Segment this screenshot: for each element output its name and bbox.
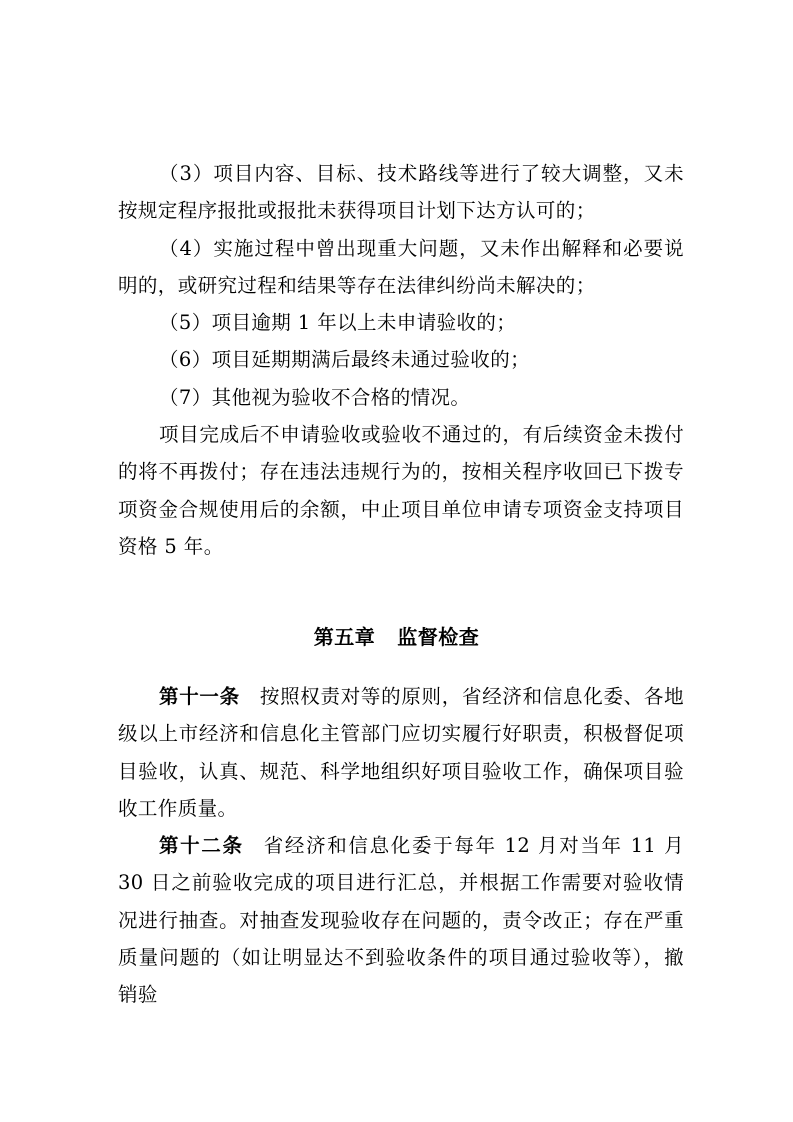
list-section	[118, 155, 684, 565]
list-item-3: （3）项目内容、目标、技术路线等进行了较大调整，又未按规定程序报批或报批未获得项目计划下达方认可的；	[118, 162, 684, 223]
article-text: 省经济和信息化委于每年 12 月对当年 11 月 30 日之前验收完成的项目进行汇总，并根据工作需要对验收情况进行抽查。对抽查发现验收存在问题的，责令改正；存在严重质量问题的（如让明显达不到验收条件的项目通过验收等），撤销验	[118, 834, 684, 1007]
articles-section	[118, 678, 684, 1014]
article-text: 按照权责对等的原则，省经济和信息化委、各地级以上市经济和信息化主管部门应切实履行好职责，积极督促项目验收，认真、规范、科学地组织好项目验收工作，确保项目验收工作质量。	[118, 685, 684, 820]
chapter-title: 监督检查	[397, 625, 480, 649]
article-label: 第十一条	[159, 685, 240, 708]
closing-paragraph: 项目完成后不申请验收或验收不通过的，有后续资金未拨付的将不再拨付；存在违法违规行为的，按相关程序收回已下拨专项资金合规使用后的余额，中止项目单位申请专项资金支持项目资格 5 年。	[118, 423, 684, 558]
list-item-5: （5）项目逾期 1 年以上未申请验收的；	[159, 311, 517, 335]
article-label: 第十二条	[159, 834, 244, 858]
chapter-heading	[0, 617, 793, 657]
article-12	[118, 827, 684, 1013]
article-11	[118, 678, 684, 827]
list-item-7: （7）其他视为验收不合格的情况。	[159, 385, 471, 409]
list-item-4: （4）实施过程中曾出现重大问题，又未作出解释和必要说明的，或研究过程和结果等存在法律纠纷尚未解决的；	[118, 236, 684, 297]
chapter-number: 第五章	[313, 625, 376, 649]
list-item-6: （6）项目延期期满后最终未通过验收的；	[159, 348, 531, 372]
